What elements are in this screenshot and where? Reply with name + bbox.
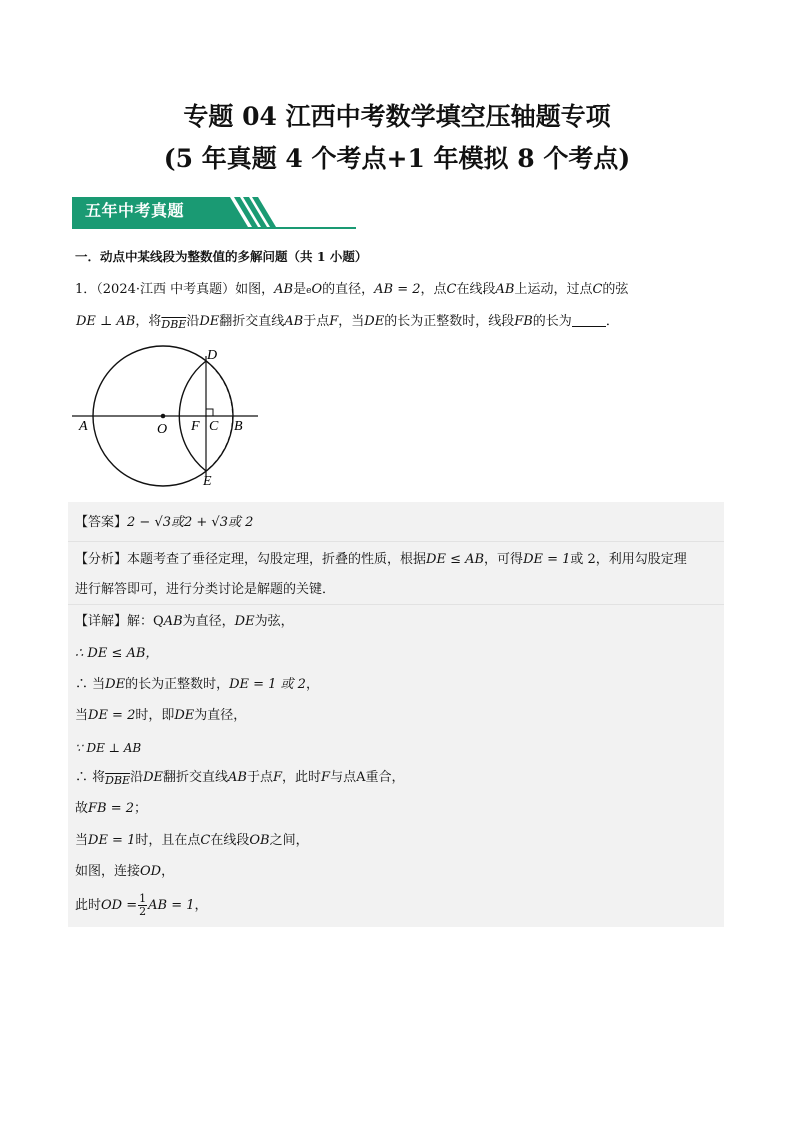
a-math: OB: [249, 833, 270, 848]
a-text: ，此时: [282, 770, 322, 785]
a-math: DE = 2: [88, 708, 136, 723]
q-text: 上运动，过点: [514, 282, 593, 297]
q-math: C: [592, 282, 603, 297]
fraction-denominator: 2: [139, 905, 147, 918]
a-text: 的长为正整数时，: [125, 677, 230, 692]
a-math: A: [356, 770, 366, 785]
a-math: DE = 1 或 2: [229, 677, 306, 692]
q-math: DE ⊥ AB: [76, 314, 136, 329]
arc-symbol: DBE: [105, 774, 131, 787]
a-math: AB: [163, 614, 183, 629]
detail-line-4: [75, 707, 246, 725]
answer-line: [75, 514, 253, 532]
q-text: ，将: [135, 314, 162, 329]
a-math: DE: [174, 708, 195, 723]
a-text: ∴ 当: [75, 677, 106, 692]
question-number: 1．: [75, 282, 97, 297]
a-text: ∴ 将: [75, 770, 106, 785]
answer-label: 【答案】: [75, 515, 128, 530]
a-math: FB = 2: [88, 801, 135, 816]
a-math: F: [273, 770, 283, 785]
a-math: OD =: [101, 898, 138, 913]
detail-line-7: [75, 800, 147, 818]
q-text: 于点: [303, 314, 330, 329]
label-f: F: [191, 419, 200, 434]
arc-symbol: DBE: [161, 318, 187, 331]
q-math: AB: [274, 282, 294, 297]
a-text: 当: [75, 833, 89, 848]
answer-value: 2 − √3或2 + √3或 2: [127, 515, 254, 530]
q-math: DE: [364, 314, 385, 329]
a-text: ，可得: [484, 552, 524, 567]
a-math: DE: [105, 677, 126, 692]
q-text: 的弦: [602, 282, 629, 297]
detail-line-9: [75, 863, 174, 881]
a-math: AB = 1: [148, 898, 195, 913]
a-math: DE: [234, 614, 255, 629]
q-math: AB: [495, 282, 515, 297]
geometry-figure: [70, 342, 270, 492]
fraction-half: [138, 893, 147, 918]
detail-line-5: ∵ DE ⊥ AB: [75, 741, 142, 755]
a-math: AB: [228, 770, 247, 785]
q-math: e: [306, 286, 312, 296]
q-math: AB = 2: [374, 282, 421, 297]
question-source: （2024·江西 中考真题）: [96, 282, 236, 297]
analysis-line-2: 进行解答即可，进行分类讨论是解题的关键．: [75, 582, 336, 597]
title-line-1: 专题 04 江西中考数学填空压轴题专项: [183, 102, 611, 131]
right-angle-mark: [206, 409, 213, 416]
a-math: DE = 1: [523, 552, 571, 567]
center-point: [161, 414, 166, 419]
q-text: 的长为正整数时，线段: [384, 314, 515, 329]
detail-line-6: [75, 769, 405, 790]
label-b: B: [234, 419, 243, 434]
a-text: 翻折交直线: [163, 770, 229, 785]
a-text: 时，且在点: [135, 833, 201, 848]
label-o: O: [157, 422, 168, 437]
a-text: 时，即: [135, 708, 175, 723]
a-text: 解：Q: [127, 614, 164, 629]
q-text: 在线段: [456, 282, 496, 297]
q-math: F: [329, 314, 339, 329]
a-text: 为直径，: [182, 614, 235, 629]
a-text: 于点: [246, 770, 273, 785]
a-text: 重合，: [365, 770, 405, 785]
label-e: E: [203, 474, 212, 489]
detail-line-3: [75, 676, 319, 694]
banner-label: 五年中考真题: [85, 201, 185, 220]
a-text: 为弦，: [254, 614, 294, 629]
divider: [68, 604, 724, 605]
a-text: 当: [75, 708, 89, 723]
analysis-label: 【分析】: [75, 552, 128, 567]
q-math: C: [446, 282, 457, 297]
detail-label: 【详解】: [75, 614, 128, 629]
label-c: C: [209, 419, 219, 434]
question-line-2: [76, 313, 619, 334]
detail-line-8: [75, 832, 309, 850]
a-text: 与点: [330, 770, 357, 785]
q-text: ，点: [420, 282, 447, 297]
q-math: AB: [284, 314, 304, 329]
answer-blank: [572, 313, 606, 327]
a-math: C: [200, 833, 211, 848]
a-math: DE: [143, 770, 164, 785]
a-text: 故: [75, 801, 89, 816]
q-math: DE: [199, 314, 220, 329]
label-a: A: [79, 419, 88, 434]
a-text: 如图，连接: [75, 864, 141, 879]
a-text: ；: [134, 801, 148, 816]
fraction-numerator: 1: [139, 892, 147, 905]
divider: [68, 541, 724, 542]
a-text: ，: [161, 864, 175, 879]
a-text: 在线段: [210, 833, 250, 848]
banner-underline: [72, 227, 356, 229]
a-text: 或 2，利用勾股定理: [570, 552, 687, 567]
q-math: FB: [514, 314, 533, 329]
a-math: DE = 1: [88, 833, 136, 848]
detail-line-2: ∴ DE ≤ AB，: [75, 646, 159, 661]
a-text: ，: [194, 898, 208, 913]
a-math: F: [321, 770, 331, 785]
a-text: 本题考查了垂径定理，勾股定理，折叠的性质，根据: [127, 552, 427, 567]
a-text: 之间，: [269, 833, 309, 848]
section-heading: 一．动点中某线段为整数值的多解问题（共 1 小题）: [75, 249, 368, 264]
a-math: OD: [140, 864, 162, 879]
q-math: O: [311, 282, 323, 297]
a-text: 此时: [75, 898, 102, 913]
q-text: 的长为: [532, 314, 572, 329]
q-text: 翻折交直线: [219, 314, 285, 329]
a-text: ，: [305, 677, 319, 692]
q-text: 的直径，: [322, 282, 375, 297]
detail-line-1: [75, 613, 294, 631]
q-text: ．: [605, 314, 619, 329]
q-text: 沿: [186, 314, 200, 329]
q-text: 是: [293, 282, 307, 297]
analysis-line-1: [75, 551, 687, 569]
q-text: ，当: [338, 314, 365, 329]
a-text: 沿: [130, 770, 144, 785]
a-math: DE ≤ AB: [426, 552, 485, 567]
detail-line-10: [75, 893, 208, 919]
label-d: D: [207, 348, 218, 363]
a-text: 为直径，: [194, 708, 247, 723]
question-line-1: [75, 281, 628, 300]
title-line-2: (5 年真题 4 个考点+1 年模拟 8 个考点): [163, 144, 631, 173]
q-text: 如图，: [235, 282, 275, 297]
